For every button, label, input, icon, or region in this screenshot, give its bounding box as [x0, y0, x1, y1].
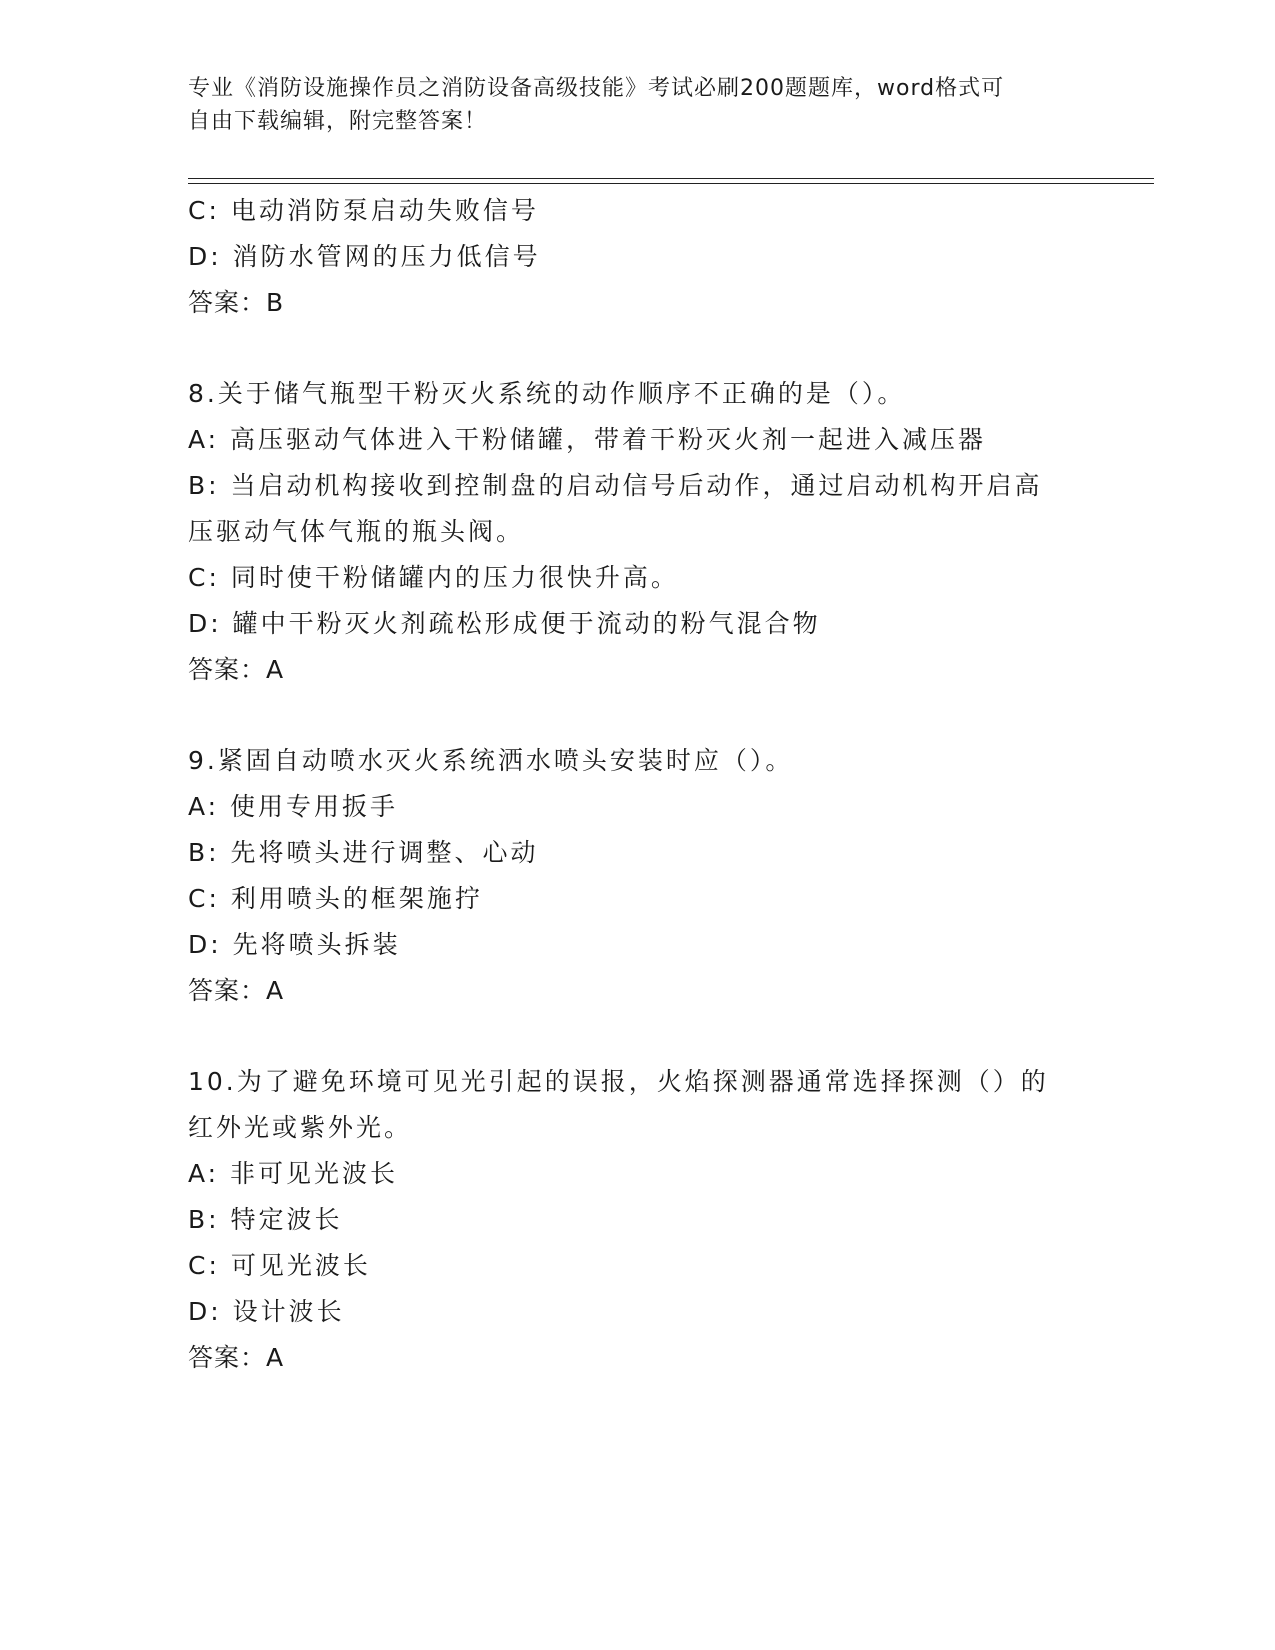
document-header: [188, 72, 1068, 138]
answer-line: 答案：B: [188, 288, 285, 317]
option-d: D: 设计波长: [188, 1297, 345, 1326]
option-d: D: 罐中干粉灭火剂疏松形成便于流动的粉气混合物: [188, 609, 821, 638]
option-b-line-2: 压驱动气体气瓶的瓶头阀。: [188, 517, 525, 546]
option-c: C: 同时使干粉储罐内的压力很快升高。: [188, 563, 679, 592]
header-line-2: 自由下载编辑，附完整答案！: [188, 109, 488, 134]
option-c: C: 电动消防泵启动失败信号: [188, 196, 539, 225]
question-8: [188, 371, 1088, 693]
question-stem-line-1: 10.为了避免环境可见光引起的误报，火焰探测器通常选择探测（）的: [188, 1067, 1049, 1096]
question-9: [188, 738, 1088, 1014]
header-divider-bottom: [188, 183, 1154, 184]
spacer: [188, 326, 1088, 371]
question-stem: 9.紧固自动喷水灭火系统洒水喷头安装时应（）。: [188, 746, 794, 775]
option-a: A: 高压驱动气体进入干粉储罐，带着干粉灭火剂一起进入减压器: [188, 425, 987, 454]
answer-line: 答案：A: [188, 976, 285, 1005]
question-content: [188, 188, 1088, 1381]
spacer: [188, 693, 1088, 738]
question-7-tail: [188, 188, 1088, 326]
option-b-line-1: B: 当启动机构接收到控制盘的启动信号后动作，通过启动机构开启高: [188, 471, 1043, 500]
spacer: [188, 1014, 1088, 1059]
question-stem-line-2: 红外光或紫外光。: [188, 1113, 413, 1142]
option-b: B: 先将喷头进行调整、心动: [188, 838, 539, 867]
question-stem: 8.关于储气瓶型干粉灭火系统的动作顺序不正确的是（）。: [188, 379, 906, 408]
option-a: A: 使用专用扳手: [188, 792, 399, 821]
answer-line: 答案：A: [188, 655, 285, 684]
option-a: A: 非可见光波长: [188, 1159, 399, 1188]
question-10: [188, 1059, 1088, 1381]
option-d: D: 先将喷头拆装: [188, 930, 401, 959]
option-c: C: 可见光波长: [188, 1251, 371, 1280]
header-divider-top: [188, 178, 1154, 179]
answer-line: 答案：A: [188, 1343, 285, 1372]
option-d: D: 消防水管网的压力低信号: [188, 242, 541, 271]
option-b: B: 特定波长: [188, 1205, 343, 1234]
header-line-1: 专业《消防设施操作员之消防设备高级技能》考试必刷200题题库，word格式可: [188, 76, 1005, 101]
option-c: C: 利用喷头的框架施拧: [188, 884, 483, 913]
